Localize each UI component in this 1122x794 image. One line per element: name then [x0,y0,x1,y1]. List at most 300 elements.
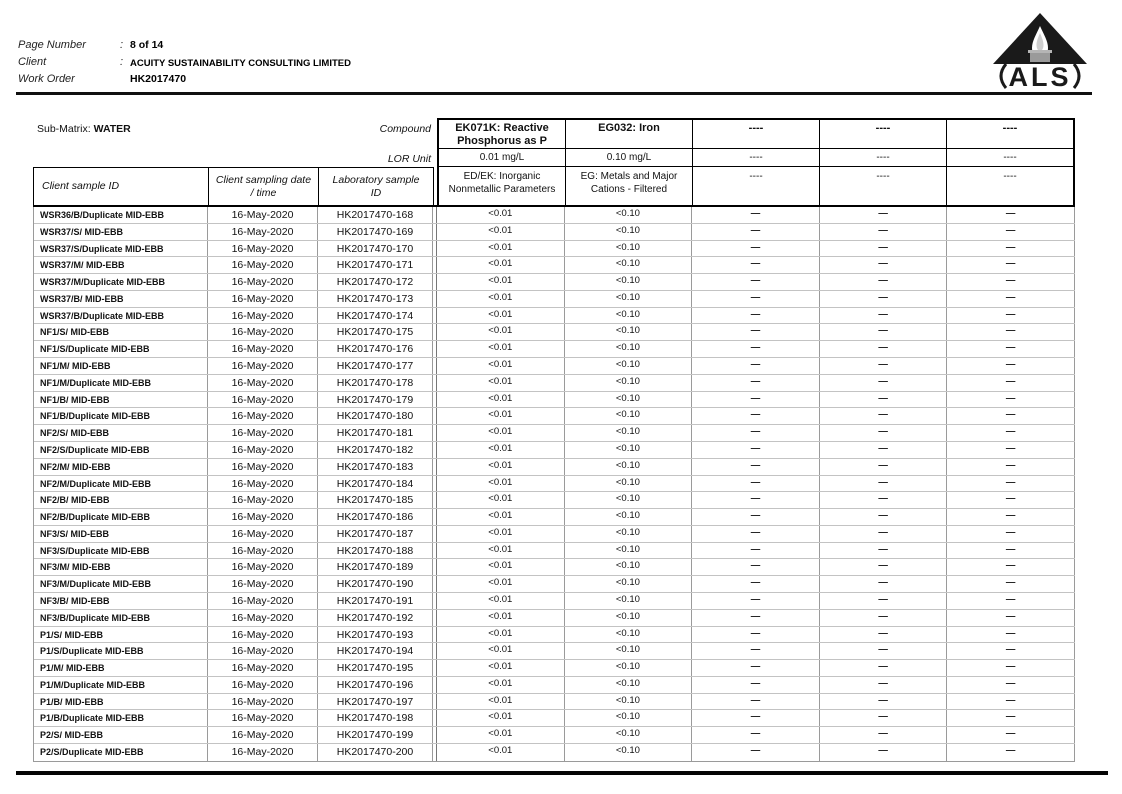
client-sample-id-cell: P1/M/Duplicate MID-EBB [34,677,208,693]
client-sample-id-cell: NF1/B/ MID-EBB [34,392,208,408]
client-sample-id-cell: NF1/M/Duplicate MID-EBB [34,375,208,391]
result-cell: — [692,224,820,240]
sub-matrix-label: Sub-Matrix: [37,123,91,135]
client-sample-id-cell: NF2/M/ MID-EBB [34,459,208,475]
table-row [34,241,1075,258]
page-number-value: 8 of 14 [130,39,164,51]
result-cell: — [692,509,820,525]
analyte-method-group: ED/EK: Inorganic Nonmetallic Parameters [448,171,556,195]
sampling-date-cell: 16-May-2020 [208,744,318,761]
result-cell: — [820,492,948,508]
result-cell: — [692,677,820,693]
lab-sample-id-cell: HK2017470-185 [318,492,433,508]
client-sample-id-cell: WSR37/B/Duplicate MID-EBB [34,308,208,324]
result-cell: — [947,660,1075,676]
result-cell: — [947,341,1075,357]
result-cell: — [947,392,1075,408]
analyte-name: EG032: Iron [566,120,692,149]
result-cell: — [947,358,1075,374]
lab-sample-id-cell: HK2017470-193 [318,627,433,643]
table-row [34,593,1075,610]
client-sample-id-cell: NF3/B/Duplicate MID-EBB [34,610,208,626]
sampling-date-cell: 16-May-2020 [208,710,318,726]
result-cell: — [692,476,820,492]
sampling-date-cell: 16-May-2020 [208,207,318,223]
client-sample-id-cell: NF1/B/Duplicate MID-EBB [34,408,208,424]
result-cell: — [692,425,820,441]
result-cell: <0.01 [437,308,565,324]
result-cell: <0.10 [565,241,693,257]
client-sample-id-cell: NF3/M/Duplicate MID-EBB [34,576,208,592]
table-row [34,543,1075,560]
result-cell: — [820,408,948,424]
result-cell: <0.01 [437,492,565,508]
sampling-date-cell: 16-May-2020 [208,660,318,676]
page-number-label: Page Number [18,39,86,51]
analyte-lor: 0.01 mg/L [439,149,565,167]
page-number-colon: : [120,39,124,51]
sampling-date-cell: 16-May-2020 [208,241,318,257]
result-cell: <0.01 [437,744,565,761]
result-cell: — [692,308,820,324]
result-cell: — [692,392,820,408]
result-cell: <0.01 [437,710,565,726]
result-cell: — [692,543,820,559]
result-cell: <0.10 [565,442,693,458]
lab-sample-id-cell: HK2017470-182 [318,442,433,458]
result-cell: <0.10 [565,610,693,626]
result-cell: — [820,425,948,441]
client-sample-id-header: Client sample ID [34,168,209,205]
analyte-column-header [820,120,947,205]
result-cell: — [820,660,948,676]
lab-sample-id-cell: HK2017470-184 [318,476,433,492]
client-sample-id-cell: NF1/S/ MID-EBB [34,324,208,340]
result-cell: <0.01 [437,610,565,626]
lab-sample-id-cell: HK2017470-194 [318,643,433,659]
client-sample-id-cell: WSR37/M/ MID-EBB [34,257,208,273]
result-cell: — [947,727,1075,743]
client-sample-id-cell: P2/S/ MID-EBB [34,727,208,743]
sampling-date-cell: 16-May-2020 [208,425,318,441]
result-cell: — [947,543,1075,559]
result-cell: <0.01 [437,324,565,340]
result-cell: <0.01 [437,358,565,374]
result-cell: <0.10 [565,492,693,508]
result-cell: <0.10 [565,459,693,475]
result-cell: <0.01 [437,677,565,693]
result-cell: — [692,241,820,257]
result-cell: <0.01 [437,257,565,273]
compound-label: Compound [379,123,431,135]
result-cell: — [947,442,1075,458]
table-row [34,660,1075,677]
result-cell: — [692,627,820,643]
table-row [34,392,1075,409]
result-cell: <0.10 [565,744,693,761]
result-cell: — [692,576,820,592]
lab-sample-id-header-line1: Laboratory sample [332,173,420,186]
result-cell: — [820,559,948,575]
lab-sample-id-cell: HK2017470-170 [318,241,433,257]
table-row [34,476,1075,493]
client-sample-id-cell: WSR37/S/Duplicate MID-EBB [34,241,208,257]
sampling-date-cell: 16-May-2020 [208,375,318,391]
result-cell: — [820,627,948,643]
svg-text:ALS: ALS [1008,62,1072,92]
lab-sample-id-cell: HK2017470-197 [318,694,433,710]
sampling-date-cell: 16-May-2020 [208,727,318,743]
sampling-date-cell: 16-May-2020 [208,341,318,357]
sampling-date-cell: 16-May-2020 [208,593,318,609]
result-cell: — [947,627,1075,643]
result-cell: — [947,375,1075,391]
result-cell: — [692,492,820,508]
result-cell: <0.01 [437,593,565,609]
result-cell: — [947,291,1075,307]
client-sample-id-cell: NF3/S/Duplicate MID-EBB [34,543,208,559]
result-cell: <0.10 [565,694,693,710]
sampling-date-cell: 16-May-2020 [208,694,318,710]
lab-sample-id-header-line2: ID [370,186,382,199]
result-cell: — [820,593,948,609]
table-row [34,492,1075,509]
result-cell: <0.10 [565,576,693,592]
table-row [34,341,1075,358]
client-sample-id-cell: P1/B/Duplicate MID-EBB [34,710,208,726]
sampling-date-cell: 16-May-2020 [208,291,318,307]
sampling-date-header [209,168,319,205]
table-row [34,744,1075,761]
result-cell: — [692,257,820,273]
client-sample-id-cell: WSR37/S/ MID-EBB [34,224,208,240]
result-cell: — [692,291,820,307]
sampling-date-cell: 16-May-2020 [208,643,318,659]
result-cell: — [692,643,820,659]
result-cell: <0.10 [565,727,693,743]
result-cell: — [692,710,820,726]
lab-sample-id-cell: HK2017470-172 [318,274,433,290]
sampling-date-cell: 16-May-2020 [208,358,318,374]
result-cell: — [820,392,948,408]
result-cell: <0.01 [437,727,565,743]
result-cell: <0.01 [437,459,565,475]
result-cell: <0.10 [565,408,693,424]
result-cell: <0.10 [565,392,693,408]
table-row [34,526,1075,543]
result-cell: — [947,559,1075,575]
sampling-date-cell: 16-May-2020 [208,543,318,559]
result-cell: <0.10 [565,207,693,223]
result-cell: — [947,274,1075,290]
sampling-date-header-line2: / time [250,186,277,199]
analyte-method-group: ---- [876,171,890,182]
result-cell: <0.10 [565,627,693,643]
result-cell: — [820,257,948,273]
lab-sample-id-cell: HK2017470-196 [318,677,433,693]
result-cell: — [692,408,820,424]
lab-sample-id-cell: HK2017470-181 [318,425,433,441]
result-cell: — [947,744,1075,761]
result-cell: <0.01 [437,291,565,307]
result-cell: — [947,308,1075,324]
result-cell: <0.10 [565,274,693,290]
result-cell: <0.10 [565,224,693,240]
lab-sample-id-cell: HK2017470-169 [318,224,433,240]
result-cell: — [820,710,948,726]
table-row [34,610,1075,627]
lab-sample-id-cell: HK2017470-175 [318,324,433,340]
result-cell: — [692,324,820,340]
result-cell: <0.01 [437,207,565,223]
analyte-lor: ---- [947,149,1073,167]
result-cell: <0.10 [565,660,693,676]
lab-sample-id-cell: HK2017470-173 [318,291,433,307]
result-cell: <0.10 [565,324,693,340]
table-row [34,727,1075,744]
result-cell: — [947,593,1075,609]
sampling-date-cell: 16-May-2020 [208,492,318,508]
lab-sample-id-cell: HK2017470-174 [318,308,433,324]
result-cell: — [947,476,1075,492]
sample-header-box [33,167,434,205]
sampling-date-cell: 16-May-2020 [208,610,318,626]
client-sample-id-cell: NF3/S/ MID-EBB [34,526,208,542]
analyte-method-group: EG: Metals and Major Cations - Filtered [580,171,678,195]
work-order-row [18,71,718,88]
result-cell: <0.01 [437,442,565,458]
result-cell: — [820,442,948,458]
sampling-date-cell: 16-May-2020 [208,559,318,575]
analyte-column-header [693,120,820,205]
result-cell: — [820,375,948,391]
lab-sample-id-cell: HK2017470-189 [318,559,433,575]
sampling-date-cell: 16-May-2020 [208,274,318,290]
result-cell: — [820,576,948,592]
client-sample-id-cell: P1/M/ MID-EBB [34,660,208,676]
result-cell: — [947,610,1075,626]
result-cell: <0.10 [565,425,693,441]
table-row [34,375,1075,392]
client-sample-id-cell: NF3/B/ MID-EBB [34,593,208,609]
als-logo [988,6,1092,92]
client-sample-id-cell: NF2/B/ MID-EBB [34,492,208,508]
sampling-date-cell: 16-May-2020 [208,677,318,693]
result-cell: — [947,257,1075,273]
lab-sample-id-cell: HK2017470-190 [318,576,433,592]
result-cell: — [820,241,948,257]
table-row [34,408,1075,425]
table-row [34,274,1075,291]
result-cell: <0.10 [565,375,693,391]
client-sample-id-cell: P1/S/ MID-EBB [34,627,208,643]
client-sample-id-cell: P1/B/ MID-EBB [34,694,208,710]
client-sample-id-cell: WSR37/M/Duplicate MID-EBB [34,274,208,290]
result-cell: — [820,694,948,710]
page-footer-rule [16,771,1108,775]
result-cell: <0.01 [437,643,565,659]
result-cell: <0.01 [437,274,565,290]
client-colon: : [120,56,124,68]
result-cell: — [820,274,948,290]
sampling-date-cell: 16-May-2020 [208,627,318,643]
result-cell: — [820,459,948,475]
result-cell: — [692,442,820,458]
analyte-method-group: ---- [749,171,763,182]
client-sample-id-cell: NF1/S/Duplicate MID-EBB [34,341,208,357]
result-cell: — [692,559,820,575]
client-value: ACUITY SUSTAINABILITY CONSULTING LIMITED [130,58,351,69]
analyte-lor: ---- [820,149,946,167]
result-cell: — [692,727,820,743]
result-cell: — [692,660,820,676]
sampling-date-cell: 16-May-2020 [208,442,318,458]
result-cell: <0.10 [565,341,693,357]
result-cell: <0.10 [565,257,693,273]
result-cell: — [820,526,948,542]
result-cell: — [947,459,1075,475]
result-cell: — [947,576,1075,592]
table-row [34,576,1075,593]
sampling-date-cell: 16-May-2020 [208,576,318,592]
analyte-header-box [437,118,1075,207]
lab-sample-id-cell: HK2017470-177 [318,358,433,374]
result-cell: — [820,643,948,659]
client-row [18,54,718,71]
table-row [34,257,1075,274]
result-cell: <0.01 [437,694,565,710]
analyte-name: ---- [693,120,819,149]
sampling-date-cell: 16-May-2020 [208,324,318,340]
client-sample-id-cell: NF2/B/Duplicate MID-EBB [34,509,208,525]
lab-sample-id-cell: HK2017470-199 [318,727,433,743]
analyte-lor: 0.10 mg/L [566,149,692,167]
table-row [34,627,1075,644]
table-row [34,643,1075,660]
work-order-label: Work Order [18,73,75,85]
lor-unit-label: LOR Unit [387,153,431,165]
table-row [34,291,1075,308]
result-cell: — [947,207,1075,223]
result-cell: — [947,710,1075,726]
lab-sample-id-cell: HK2017470-186 [318,509,433,525]
result-cell: <0.10 [565,643,693,659]
lab-sample-id-cell: HK2017470-168 [318,207,433,223]
result-cell: — [820,358,948,374]
result-cell: — [947,241,1075,257]
lab-sample-id-cell: HK2017470-191 [318,593,433,609]
sampling-date-header-line1: Client sampling date [215,173,312,186]
client-sample-id-cell: WSR36/B/Duplicate MID-EBB [34,207,208,223]
result-cell: — [820,677,948,693]
result-cell: — [692,610,820,626]
result-cell: <0.01 [437,408,565,424]
lab-sample-id-cell: HK2017470-187 [318,526,433,542]
result-cell: — [947,408,1075,424]
sampling-date-cell: 16-May-2020 [208,392,318,408]
result-cell: <0.10 [565,710,693,726]
work-order-value: HK2017470 [130,73,187,85]
result-cell: <0.01 [437,660,565,676]
lab-sample-id-cell: HK2017470-195 [318,660,433,676]
result-cell: <0.01 [437,526,565,542]
result-cell: <0.01 [437,341,565,357]
table-row [34,442,1075,459]
client-sample-id-cell: NF2/M/Duplicate MID-EBB [34,476,208,492]
client-sample-id-cell: NF2/S/ MID-EBB [34,425,208,441]
client-sample-id-cell: P1/S/Duplicate MID-EBB [34,643,208,659]
analyte-column-header [566,120,693,205]
result-cell: <0.01 [437,576,565,592]
result-cell: <0.10 [565,677,693,693]
table-row [34,559,1075,576]
lab-sample-id-cell: HK2017470-179 [318,392,433,408]
report-header [18,37,718,88]
client-sample-id-cell: P2/S/Duplicate MID-EBB [34,744,208,761]
table-row [34,677,1075,694]
result-cell: — [820,341,948,357]
analyte-column-header [947,120,1073,205]
lab-sample-id-cell: HK2017470-171 [318,257,433,273]
result-cell: — [692,274,820,290]
result-cell: — [947,643,1075,659]
result-cell: — [820,324,948,340]
analyte-lor: ---- [693,149,819,167]
result-cell: <0.01 [437,392,565,408]
header-divider-rule [16,92,1092,95]
client-sample-id-cell: NF2/S/Duplicate MID-EBB [34,442,208,458]
lab-sample-id-cell: HK2017470-188 [318,543,433,559]
result-cell: — [947,526,1075,542]
sampling-date-cell: 16-May-2020 [208,509,318,525]
client-label: Client [18,56,47,68]
result-cell: — [820,291,948,307]
analyte-name: ---- [947,120,1073,149]
result-cell: — [820,207,948,223]
result-cell: — [820,476,948,492]
analyte-method-group: ---- [1003,171,1017,182]
result-cell: <0.10 [565,543,693,559]
table-row [34,207,1075,224]
client-sample-id-cell: WSR37/B/ MID-EBB [34,291,208,307]
table-row [34,710,1075,727]
result-cell: <0.01 [437,224,565,240]
result-cell: — [692,694,820,710]
lab-sample-id-cell: HK2017470-178 [318,375,433,391]
result-cell: <0.10 [565,476,693,492]
result-cell: — [820,224,948,240]
result-cell: — [947,509,1075,525]
lab-sample-id-header [319,168,433,205]
result-cell: — [820,610,948,626]
result-cell: <0.10 [565,509,693,525]
sampling-date-cell: 16-May-2020 [208,224,318,240]
result-cell: — [947,677,1075,693]
result-cell: <0.01 [437,509,565,525]
table-row [34,694,1075,711]
lab-sample-id-cell: HK2017470-176 [318,341,433,357]
page-number-row [18,37,718,54]
result-cell: — [692,207,820,223]
sampling-date-cell: 16-May-2020 [208,408,318,424]
result-cell: <0.10 [565,559,693,575]
table-row [34,509,1075,526]
result-cell: <0.10 [565,593,693,609]
result-cell: — [947,324,1075,340]
result-cell: <0.01 [437,559,565,575]
result-cell: — [947,224,1075,240]
result-cell: — [692,744,820,761]
